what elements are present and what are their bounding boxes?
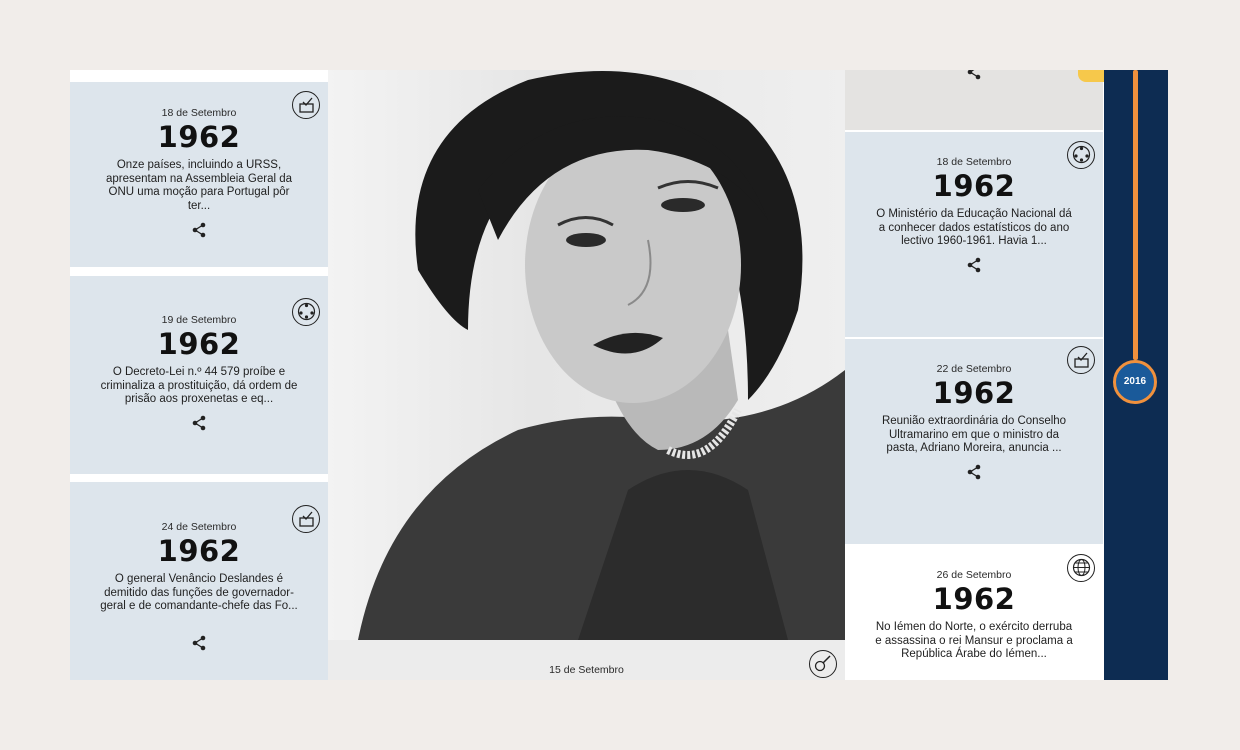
event-card-previous[interactable] bbox=[845, 70, 1103, 130]
event-year: 1962 bbox=[157, 120, 241, 154]
event-date: 19 de Setembro bbox=[161, 314, 237, 326]
event-date: 22 de Setembro bbox=[936, 363, 1012, 375]
event-card[interactable] bbox=[70, 276, 328, 474]
share-icon[interactable] bbox=[966, 257, 982, 273]
event-year: 1962 bbox=[157, 534, 241, 568]
event-date: 24 de Setembro bbox=[161, 521, 237, 533]
people-circle-icon bbox=[292, 298, 320, 326]
share-icon[interactable] bbox=[966, 464, 982, 480]
event-date: 26 de Setembro bbox=[936, 569, 1012, 581]
left-column bbox=[70, 70, 328, 680]
timeline-scrubber[interactable] bbox=[1104, 70, 1168, 680]
event-description: Onze países, incluindo a URSS, apresentam na Assembleia Geral da ONU uma moção para Portugal pôr ter... bbox=[105, 159, 293, 212]
ballot-box-icon bbox=[292, 505, 320, 533]
event-card[interactable] bbox=[845, 132, 1103, 337]
ballot-box-icon bbox=[292, 91, 320, 119]
globe-icon bbox=[1067, 554, 1095, 582]
event-card[interactable] bbox=[845, 546, 1103, 680]
right-column bbox=[845, 70, 1104, 680]
share-icon[interactable] bbox=[191, 635, 207, 651]
event-description: O general Venâncio Deslandes é demitido das funções de governador-geral e de comandante-chefe das Fo... bbox=[100, 573, 298, 612]
event-card[interactable] bbox=[70, 482, 328, 680]
timeline-year-marker[interactable]: 2016 bbox=[1113, 360, 1157, 404]
event-year: 1962 bbox=[932, 376, 1016, 410]
event-description: O Decreto-Lei n.º 44 579 proíbe e criminaliza a prostituição, dá ordem de prisão aos proxenetas e eq... bbox=[100, 366, 298, 405]
timeline-view bbox=[70, 70, 1168, 680]
share-icon[interactable] bbox=[191, 415, 207, 431]
event-card[interactable] bbox=[70, 82, 328, 267]
featured-photo[interactable] bbox=[328, 70, 845, 640]
ballot-box-icon bbox=[1067, 346, 1095, 374]
event-description: No Iémen do Norte, o exército derruba e assassina o rei Mansur e proclama a República Árabe do Iémen... bbox=[875, 621, 1073, 660]
event-year: 1962 bbox=[932, 582, 1016, 616]
event-card[interactable] bbox=[845, 339, 1103, 544]
timeline-progress bbox=[1133, 70, 1138, 360]
event-description: O Ministério da Educação Nacional dá a conhecer dados estatísticos do ano lectivo 1960-1961. Havia 1... bbox=[876, 208, 1072, 247]
guitar-icon bbox=[809, 650, 837, 678]
photo-caption-bar bbox=[328, 640, 845, 680]
share-icon[interactable] bbox=[191, 222, 207, 238]
share-icon[interactable] bbox=[966, 70, 982, 80]
people-circle-icon bbox=[1067, 141, 1095, 169]
event-date: 18 de Setembro bbox=[161, 107, 237, 119]
event-year: 1962 bbox=[932, 169, 1016, 203]
event-date: 18 de Setembro bbox=[936, 156, 1012, 168]
event-date: 15 de Setembro bbox=[549, 664, 624, 676]
event-year: 1962 bbox=[157, 327, 241, 361]
event-description: Reunião extraordinária do Conselho Ultramarino em que o ministro da pasta, Adriano Moreira, anuncia ... bbox=[881, 415, 1067, 454]
portrait-illustration bbox=[328, 70, 845, 640]
